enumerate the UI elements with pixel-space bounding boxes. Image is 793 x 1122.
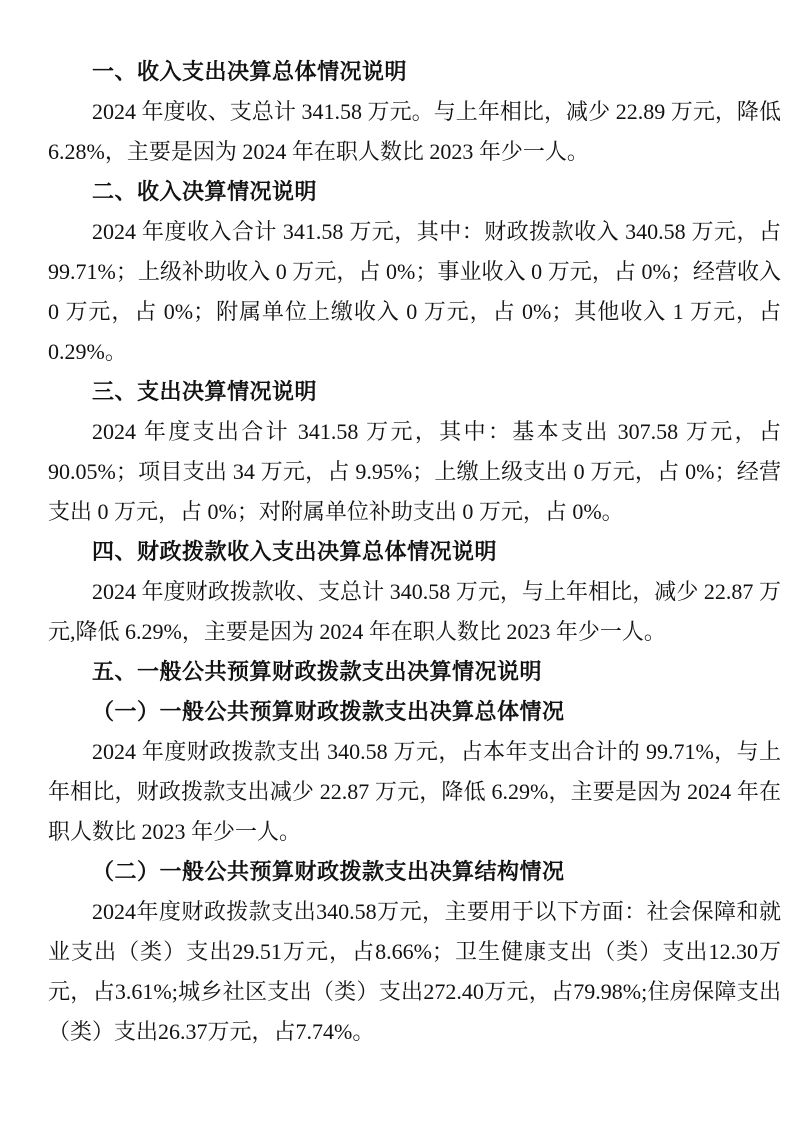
section-1-paragraph: 2024 年度收、支总计 341.58 万元。与上年相比，减少 22.89 万元，降低 6.28%，主要是因为 2024 年在职人数比 2023 年少一人。 xyxy=(48,99,781,164)
section-4-paragraph: 2024 年度财政拨款收、支总计 340.58 万元，与上年相比，减少 22.87 万元,降低 6.29%，主要是因为 2024 年在职人数比 2023 年少一人。 xyxy=(48,579,781,644)
section-5-heading: 五、一般公共预算财政拨款支出决算情况说明 xyxy=(92,659,543,684)
section-3-paragraph: 2024 年度支出合计 341.58 万元，其中：基本支出 307.58 万元，占 90.05%；项目支出 34 万元，占 9.95%；上缴上级支出 0 万元，占 0%；经营支出 0 万元，占 0%；对附属单位补助支出 0 万元，占 0%。 xyxy=(48,419,781,524)
subsection-overall-situation xyxy=(48,692,781,852)
section-general-public-budget xyxy=(48,652,781,1052)
subsection-5-1-heading: （一）一般公共预算财政拨款支出决算总体情况 xyxy=(92,699,565,724)
section-income-expenditure-overview xyxy=(48,52,781,172)
subsection-5-2-paragraph: 2024年度财政拨款支出340.58万元，主要用于以下方面：社会保障和就业支出（类）支出29.51万元，占8.66%；卫生健康支出（类）支出12.30万元，占3.61%;城乡社区支出（类）支出272.40万元，占79.98%;住房保障支出（类）支出26.37万元，占7.74%。 xyxy=(48,899,781,1044)
subsection-5-1-paragraph: 2024 年度财政拨款支出 340.58 万元，占本年支出合计的 99.71%，与上年相比，财政拨款支出减少 22.87 万元，降低 6.29%，主要是因为 2024 年在职人数比 2023 年少一人。 xyxy=(48,739,781,844)
section-2-heading: 二、收入决算情况说明 xyxy=(92,179,318,204)
section-3-heading: 三、支出决算情况说明 xyxy=(92,379,318,404)
section-fiscal-appropriation-overview xyxy=(48,532,781,652)
section-1-heading: 一、收入支出决算总体情况说明 xyxy=(92,59,408,84)
section-expenditure-details xyxy=(48,372,781,532)
subsection-5-2-heading: （二）一般公共预算财政拨款支出决算结构情况 xyxy=(92,859,565,884)
section-2-paragraph: 2024 年度收入合计 341.58 万元，其中：财政拨款收入 340.58 万元，占 99.71%；上级补助收入 0 万元，占 0%；事业收入 0 万元，占 0%；经营收入 0 万元，占 0%；附属单位上缴收入 0 万元，占 0%；其他收入 1 万元，占 0.29%。 xyxy=(48,219,781,364)
section-income-details xyxy=(48,172,781,372)
subsection-structure-situation xyxy=(48,852,781,1052)
section-4-heading: 四、财政拨款收入支出决算总体情况说明 xyxy=(92,539,498,564)
